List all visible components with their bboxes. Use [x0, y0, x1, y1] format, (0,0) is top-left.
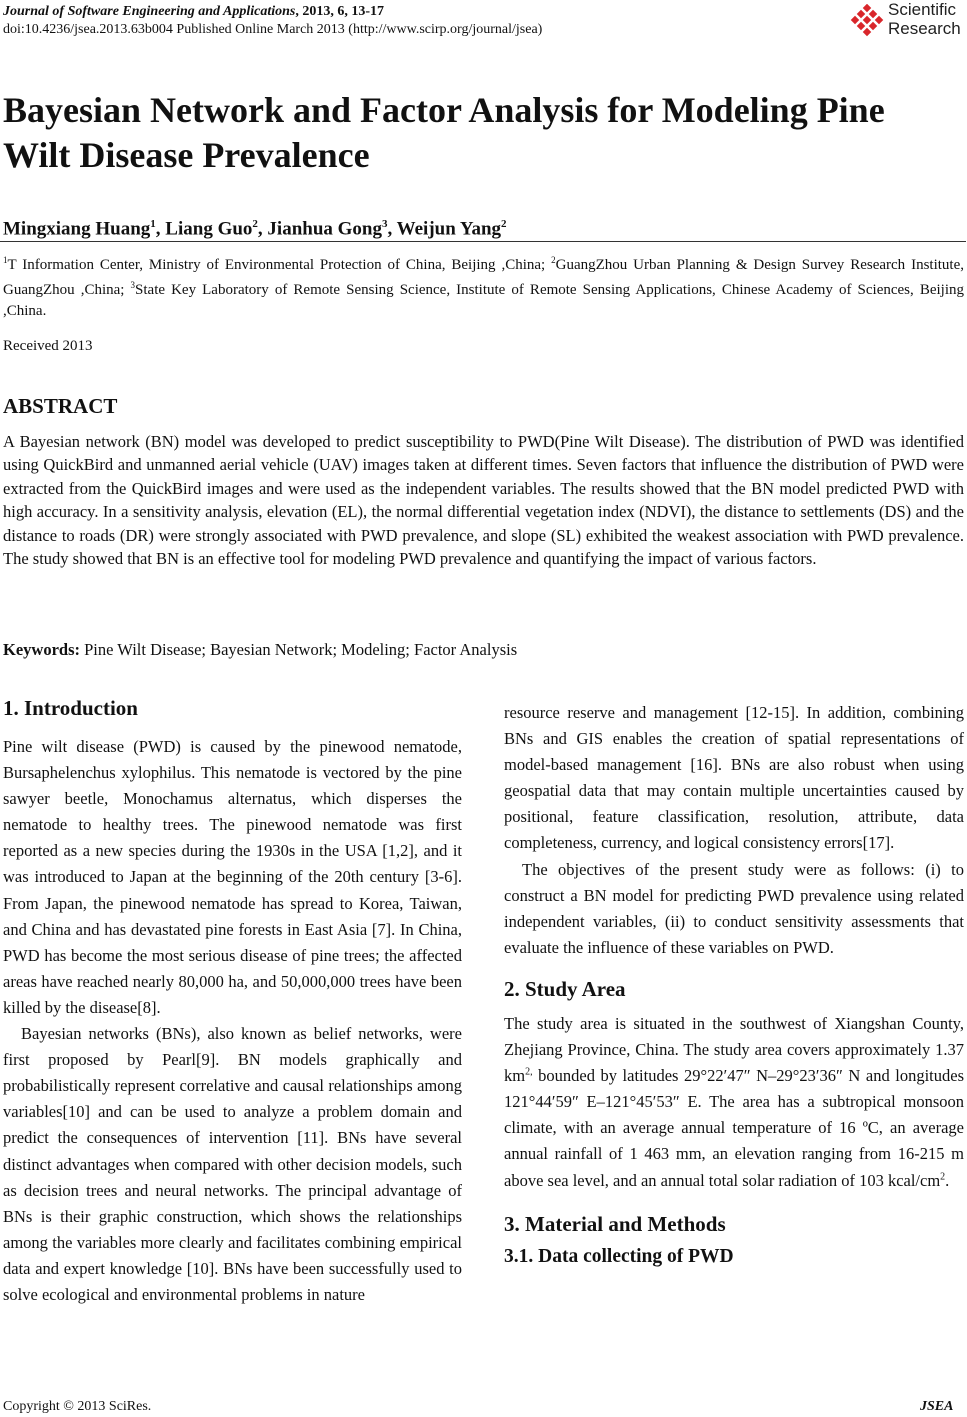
author-name: Weijun Yang [396, 218, 502, 240]
journal-name: Journal of Software Engineering and Applications [3, 4, 296, 19]
keywords [3, 638, 964, 661]
affiliation-3: State Key Laboratory of Remote Sensing Science, Institute of Remote Sensing Applications, Chinese Academy of Sciences, Beijing ,China. [3, 282, 964, 319]
left-column [3, 694, 462, 1308]
received-date: Received 2013 [3, 338, 93, 354]
author-name: Jianhua Gong [267, 218, 382, 240]
journal-abbreviation: JSEA [920, 1399, 954, 1414]
superscript: 2 [940, 1171, 946, 1182]
keywords-list: Pine Wilt Disease; Bayesian Network; Modeling; Factor Analysis [80, 640, 518, 659]
author-separator: , [155, 218, 166, 240]
study-text-part: bounded by latitudes 29°22′47″ N–29°23′36″ N and longitudes 121°44′59″ E–121°45′53″ E. The area has a subtropical monsoon climate, with an average annual temperature of 16 ºC, an average annual rainfall of 1 463 mm, an elevation ranging from 16-215 m above sea level, and an annual total solar radiation of 103 kcal/cm [504, 1066, 964, 1190]
intro-paragraph-4: The objectives of the present study were as follows: (i) to construct a BN model for predicting PWD prevalence using related independent variables, (ii) to conduct sensitivity assessments that evaluate the influence of these variables on PWD. [504, 859, 964, 957]
section-heading-study-area: 2. Study Area [504, 976, 626, 1001]
study-text-part: . [945, 1170, 950, 1190]
author-affil-mark: 2 [501, 218, 507, 230]
section-heading-introduction: 1. Introduction [3, 696, 138, 720]
author-affil-mark: 3 [382, 218, 388, 230]
study-text-part: The study area is situated in the southwest of Xiangshan County, Zhejiang Province, China. The study area covers approximately 1.37 km [504, 1013, 964, 1086]
section-heading-methods: 3. Material and Methods [504, 1211, 726, 1236]
affil-mark: 1 [3, 255, 8, 265]
affiliation-1: T Information Center, Ministry of Environmental Protection of China, Beijing ,China; [7, 257, 552, 273]
abstract-heading: ABSTRACT [3, 394, 118, 418]
doi-line: doi:10.4236/jsea.2013.63b004 Published Online March 2013 (http://www.scirp.org/journal/jsea) [3, 22, 543, 37]
author-affil-mark: 2 [252, 218, 258, 230]
author-name: Liang Guo [165, 218, 253, 240]
right-column [504, 700, 964, 1270]
author-separator: , [257, 218, 268, 240]
intro-paragraph-2: Bayesian networks (BNs), also known as belief networks, were first proposed by Pearl[9]. BN models graphically and probabilistically represent correlative and causal relationships among variables[10] and can be used to analyze a problem domain and predict the consequences of intervention [11]. BNs have several distinct advantages when compared with other decision models, such as decision trees and neural networks. The principal advantage of BNs is their graphic construction, which shows the relationships among the variables more clearly and facilitates combining empirical data and expert knowledge [10]. BNs have been successfully used to solve ecological and environmental problems in nature [3, 1024, 462, 1304]
author-affil-mark: 1 [150, 218, 156, 230]
abstract-text: A Bayesian network (BN) model was developed to predict susceptibility to PWD(Pine Wilt Disease). The distribution of PWD was identified using QuickBird and unmanned aerial vehicle (UAV) images taken at different times. Seven factors that influence the distribution of PWD were extracted from the QuickBird images and were used as the independent variables. The results showed that the BN model predicted PWD with high accuracy. In a sensitivity analysis, elevation (EL), the normal differential vegetation index (NDVI), the distance to settlements (DS) and the distance to roads (DR) were strongly associated with PWD prevalence, and slope (SL) exhibited the weakest association with PWD prevalence. The study showed that BN is an effective tool for modeling PWD prevalence and quantifying the impact of various factors. [3, 432, 964, 569]
affiliations [3, 250, 964, 321]
author-separator: , [387, 218, 397, 240]
journal-citation [3, 3, 384, 20]
author-list [3, 212, 507, 241]
copyright-notice: Copyright © 2013 SciRes. [3, 1399, 152, 1414]
logo-mark-icon [850, 4, 884, 38]
keywords-label: Keywords: [3, 640, 80, 659]
affil-mark: 2 [551, 255, 556, 265]
superscript: 2, [525, 1066, 533, 1078]
publisher-logo [850, 0, 966, 42]
journal-issue: , 2013, 6, 13-17 [295, 4, 385, 19]
intro-paragraph-1: Pine wilt disease (PWD) is caused by the pinewood nematode, Bursaphelenchus xylophilus. This nematode is vectored by the pine sawyer beetle, Monochamus alternatus, which disperses the nematode to healthy trees. The pinewood nematode was first reported as a new species during the 1930s in the USA [1,2], and it was introduced to Japan at the beginning of the 20th century [3-6]. From Japan, the pinewood nematode has spread to Korea, Taiwan, and China and has devastated pine forests in East Asia [7]. In China, PWD has become the most serious disease of pine trees; the affected areas have reached nearly 80,000 ha, and 50,000,000 trees have been killed by the disease[8]. [3, 737, 462, 1017]
study-area-paragraph [504, 1011, 964, 1194]
subsection-heading-data: 3.1. Data collecting of PWD [504, 1245, 734, 1267]
logo-text-line2: Research [888, 19, 961, 38]
affil-mark: 3 [130, 280, 136, 291]
intro-paragraph-3: resource reserve and management [12-15]. In addition, combining BNs and GIS enables the creation of spatial representations of model-based management [16]. BNs are also robust when using geospatial data that may contain multiple uncertainties caused by positional, feature classification, resolution, attribute, data completeness, currency, and logical consistency errors[17]. [504, 703, 964, 853]
header-divider [0, 241, 966, 242]
affiliation-2: GuangZhou Urban Planning & Design Survey Research Institute, GuangZhou ,China; [3, 257, 964, 299]
paper-title: Bayesian Network and Factor Analysis for Modeling Pine Wilt Disease Prevalence [3, 90, 885, 175]
author-name: Mingxiang Huang [3, 218, 151, 240]
logo-text-line1: Scientific [888, 0, 957, 19]
